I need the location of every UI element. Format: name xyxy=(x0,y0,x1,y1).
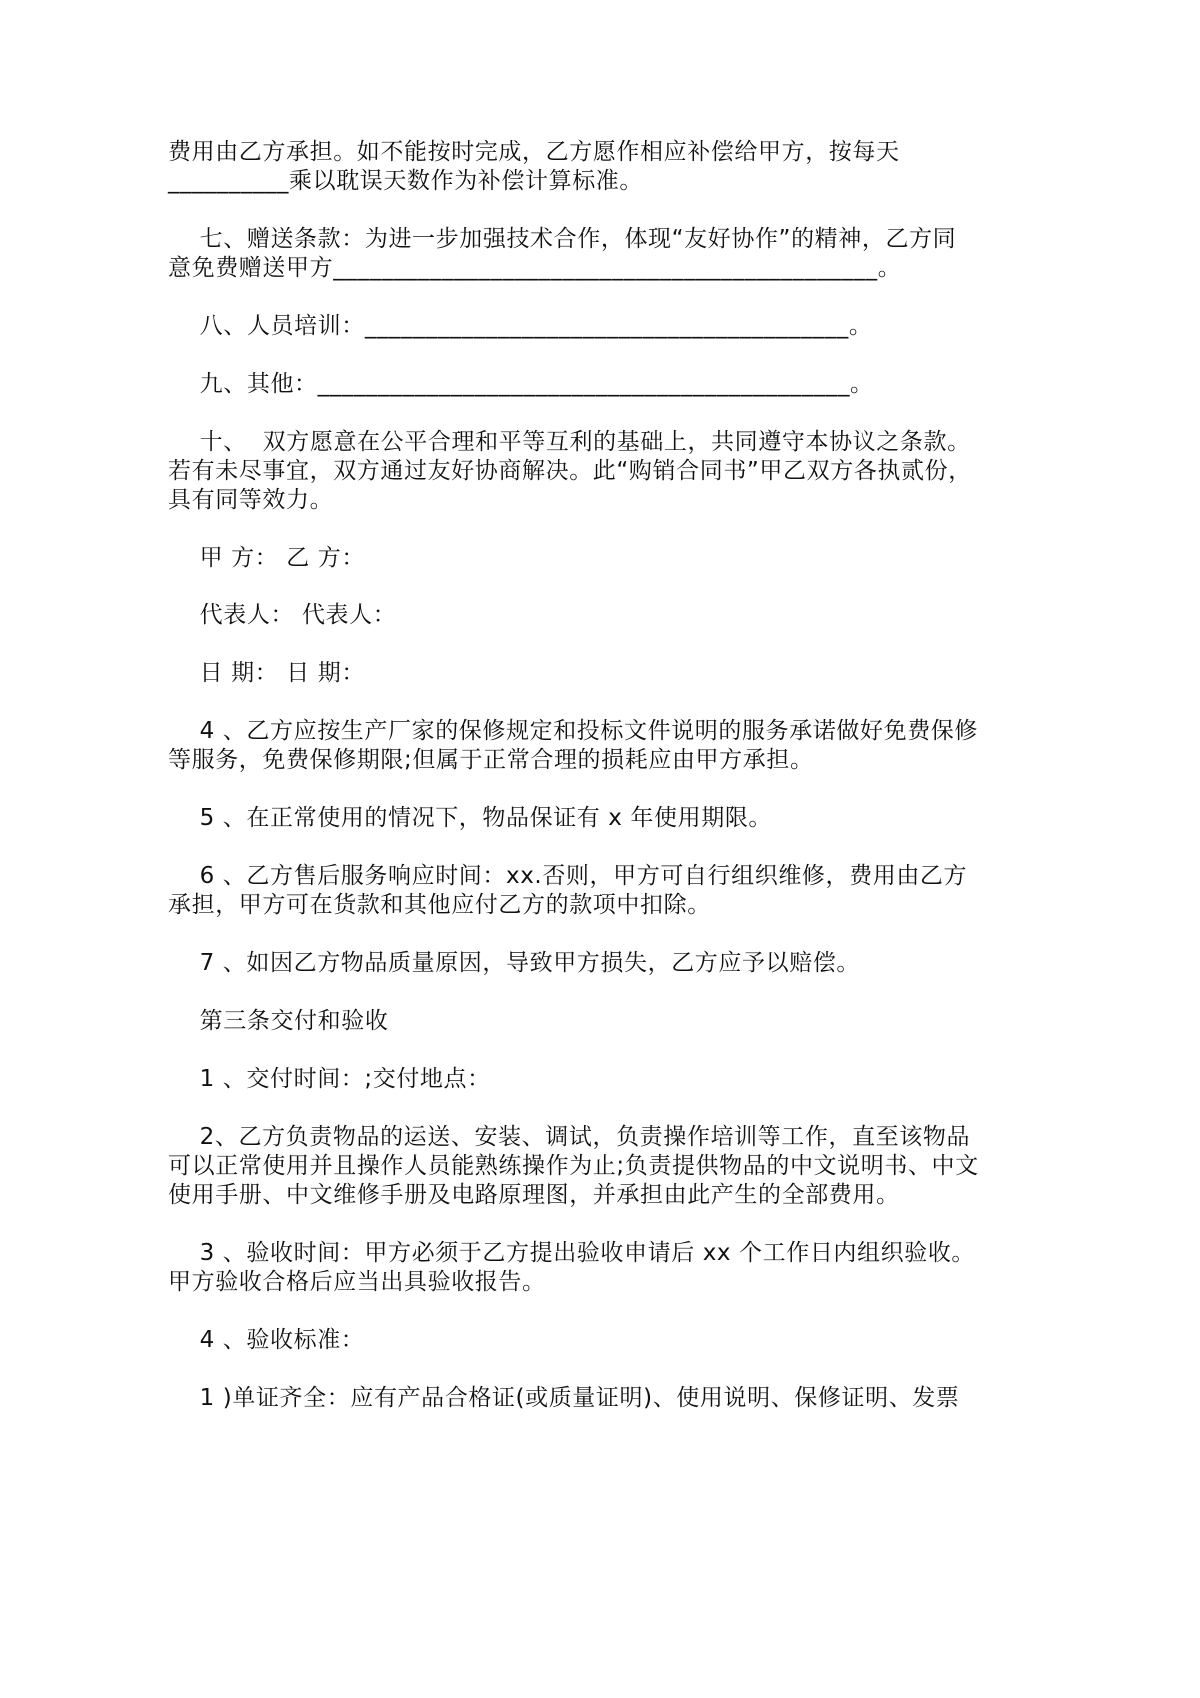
text-line: 5 、在正常使用的情况下，物品保证有 x 年使用期限。 xyxy=(168,805,773,831)
text-line: 七、赠送条款：为进一步加强技术合作，体现“友好协作”的精神，乙方同 xyxy=(168,226,957,252)
text-line: 2、乙方负责物品的运送、安装、调试，负责操作培训等工作，直至该物品 xyxy=(168,1124,971,1150)
text-line: 若有未尽事宜，双方通过友好协商解决。此“购销合同书”甲乙双方各执贰份， xyxy=(168,458,972,484)
text-line: 等服务，免费保修期限;但属于正常合理的损耗应由甲方承担。 xyxy=(168,747,814,773)
text-line: 4 、验收标准： xyxy=(168,1327,365,1353)
text-line: 九、其他：____________________________________________。 xyxy=(168,371,874,397)
text-line: 可以正常使用并且操作人员能熟练操作为止;负责提供物品的中文说明书、中文 xyxy=(168,1153,979,1179)
text-line: 具有同等效力。 xyxy=(168,487,334,513)
text-line: 4 、乙方应按生产厂家的保修规定和投标文件说明的服务承诺做好免费保修 xyxy=(168,718,978,744)
text-line: 八、人员培训：________________________________________。 xyxy=(168,313,873,339)
text-line: 代表人： 代表人： xyxy=(168,602,397,628)
text-line: 3 、验收时间：甲方必须于乙方提出验收申请后 xx 个工作日内组织验收。 xyxy=(168,1240,976,1266)
text-line: 费用由乙方承担。如不能按时完成，乙方愿作相应补偿给甲方，按每天 xyxy=(168,139,900,165)
text-line: 使用手册、中文维修手册及电路原理图，并承担由此产生的全部费用。 xyxy=(168,1182,900,1208)
section-heading: 第三条交付和验收 xyxy=(168,1008,389,1034)
text-line: 日 期： 日 期： xyxy=(168,660,365,686)
text-line: 意免费赠送甲方_____________________________________________。 xyxy=(168,255,902,281)
text-line: 7 、如因乙方物品质量原因，导致甲方损失，乙方应予以赔偿。 xyxy=(168,950,860,976)
text-line: 6 、乙方售后服务响应时间：xx.否则，甲方可自行组织维修，费用由乙方 xyxy=(168,863,968,889)
text-line: __________乘以耽误天数作为补偿计算标准。 xyxy=(168,168,643,194)
text-line: 承担，甲方可在货款和其他应付乙方的款项中扣除。 xyxy=(168,892,711,918)
text-line: 1 )单证齐全：应有产品合格证(或质量证明)、使用说明、保修证明、发票 xyxy=(168,1385,960,1411)
text-line: 1 、交付时间：;交付地点： xyxy=(168,1066,491,1092)
text-line: 十、 双方愿意在公平合理和平等互利的基础上，共同遵守本协议之条款。 xyxy=(168,429,971,455)
text-line: 甲 方： 乙 方： xyxy=(168,545,365,571)
text-line: 甲方验收合格后应当出具验收报告。 xyxy=(168,1269,546,1295)
